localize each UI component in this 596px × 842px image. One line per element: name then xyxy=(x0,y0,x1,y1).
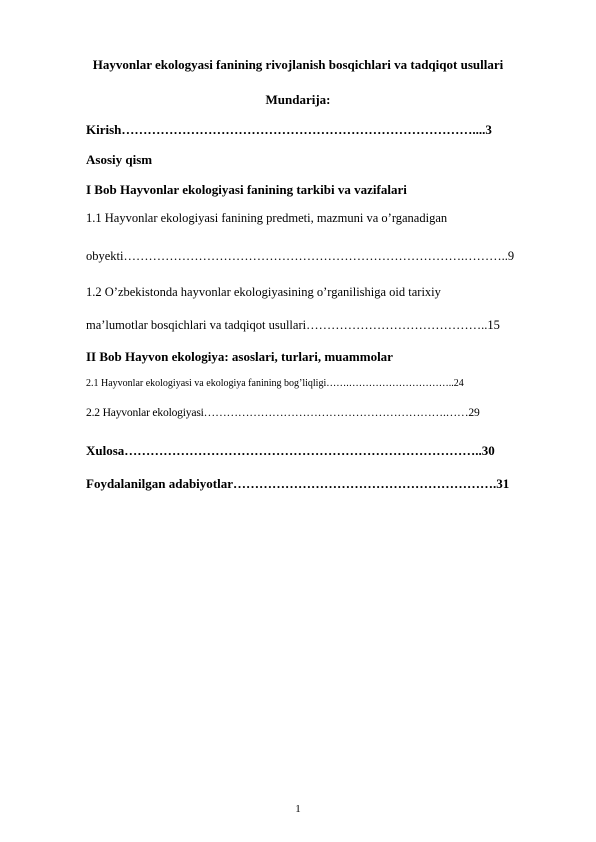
document-title: Hayvonlar ekologyasi fanining rivojlanish bosqichlari va tadqiqot usullari xyxy=(92,57,504,72)
toc-entry-1-1-line-2: obyekti……………………………………………………………………….………..9 xyxy=(86,249,515,263)
toc-entry-1-1-line-1: 1.1 Hayvonlar ekologiyasi fanining predmeti, mazmuni va o’rganadigan xyxy=(86,211,448,225)
toc-entry-xulosa: Xulosa………………………………………………………………………..30 xyxy=(86,443,495,458)
toc-entry-chapter-1: I Bob Hayvonlar ekologiyasi fanining tarkibi va vazifalari xyxy=(86,182,407,197)
contents-heading: Mundarija: xyxy=(265,92,331,107)
toc-entry-1-2-line-2: ma’lumotlar bosqichlari va tadqiqot usullari……………………………………..15 xyxy=(86,318,500,332)
toc-entry-2-1: 2.1 Hayvonlar ekologiyasi va ekologiya fanining bog’liqligi…….…………………………..24 xyxy=(86,378,464,389)
toc-entry-references: Foydalanilgan adabiyotlar…………………………………………………….31 xyxy=(86,476,510,491)
toc-entry-chapter-2: II Bob Hayvon ekologiya: asoslari, turlari, muammolar xyxy=(86,349,393,364)
toc-entry-1-2-line-1: 1.2 O’zbekistonda hayvonlar ekologiyasining o’rganilishiga oid tarixiy xyxy=(86,285,441,299)
toc-entry-kirish: Kirish………………………………………………………………………....3 xyxy=(86,122,492,137)
toc-entry-asosiy-qism: Asosiy qism xyxy=(86,152,153,167)
toc-entry-2-2: 2.2 Hayvonlar ekologiyasi……………………………………………………….……29 xyxy=(86,406,480,419)
page-number: 1 xyxy=(295,803,301,815)
